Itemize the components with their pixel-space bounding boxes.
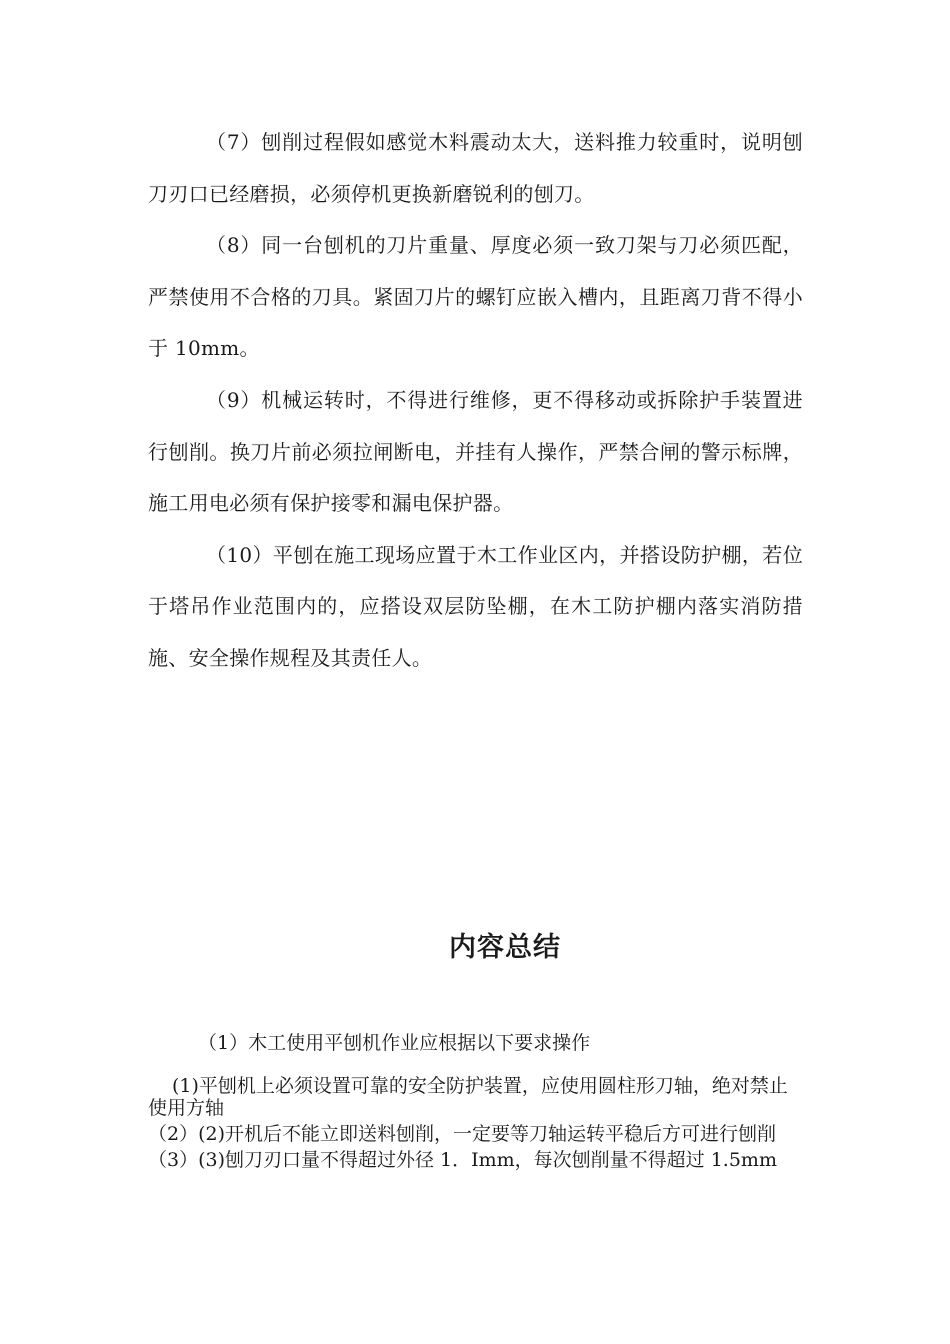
summary-title: 内容总结 xyxy=(449,932,561,963)
paragraph-7: （7）刨削过程假如感觉木料震动太大，送料推力较重时，说明刨刀刃口已经磨损，必须停机更换新磨锐利的刨刀。 xyxy=(148,130,803,206)
paragraph-10: （10）平刨在施工现场应置于木工作业区内，并搭设防护棚，若位于塔吊作业范围内的，应搭设双层防坠棚，在木工防护棚内落实消防措施、安全操作规程及其责任人。 xyxy=(148,542,803,670)
summary-heading: （1）木工使用平刨机作业应根据以下要求操作 xyxy=(198,1032,591,1054)
summary-list xyxy=(148,1075,803,1175)
summary-item: （2）(2)开机后不能立即送料刨削，一定要等刀轴运转平稳后方可进行刨削 xyxy=(148,1123,777,1145)
paragraph-8: （8）同一台刨机的刀片重量、厚度必须一致刀架与刀必须匹配，严禁使用不合格的刀具。紧固刀片的螺钉应嵌入槽内，且距离刀背不得小于 10mm。 xyxy=(148,233,803,361)
document-body xyxy=(148,117,803,685)
paragraph-9: （9）机械运转时，不得进行维修，更不得移动或拆除护手装置进行刨削。换刀片前必须拉闸断电，并挂有人操作，严禁合闸的警示标牌，施工用电必须有保护接零和漏电保护器。 xyxy=(148,387,803,516)
summary-item: （3）(3)刨刀刃口量不得超过外径 1．Imm，每次刨削量不得超过 1.5mm xyxy=(148,1149,777,1171)
summary-item: (1)平刨机上必须设置可靠的安全防护装置，应使用圆柱形刀轴，绝对禁止使用方轴 xyxy=(148,1075,788,1119)
